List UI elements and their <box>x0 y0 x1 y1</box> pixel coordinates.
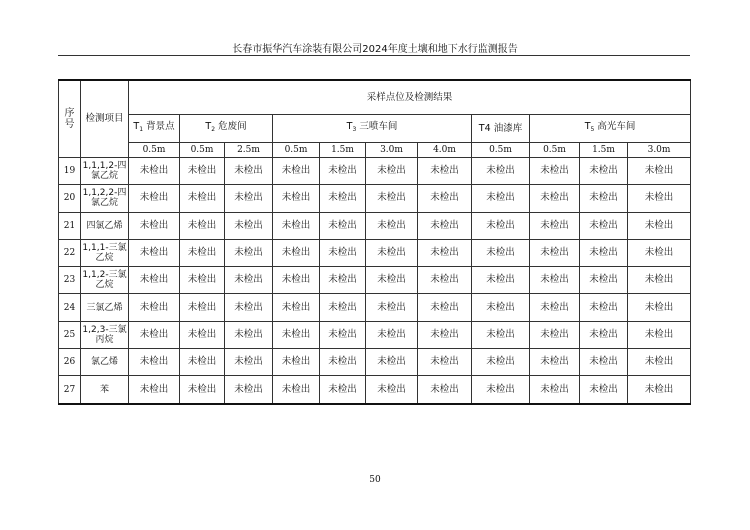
result-cell: 未检出 <box>129 185 180 212</box>
result-cell: 未检出 <box>418 185 472 212</box>
result-cell: 未检出 <box>273 294 320 321</box>
result-cell: 未检出 <box>129 349 180 376</box>
result-cell: 未检出 <box>472 376 530 404</box>
test-item: 1,1,1,2-四氯乙烷 <box>81 158 129 185</box>
location-t5: $T_5$ 高光车间 <box>530 115 691 143</box>
row-number: 20 <box>59 185 81 212</box>
result-cell: 未检出 <box>580 212 628 239</box>
result-cell: 未检出 <box>530 185 580 212</box>
result-cell: 未检出 <box>180 376 225 404</box>
result-cell: 未检出 <box>366 239 418 266</box>
depth-header: 0.5m <box>530 143 580 158</box>
test-item: 1,1,2,2-四氯乙烷 <box>81 185 129 212</box>
result-cell: 未检出 <box>580 376 628 404</box>
result-cell: 未检出 <box>366 349 418 376</box>
result-cell: 未检出 <box>273 321 320 348</box>
location-t4: T4 油漆库 <box>472 115 530 143</box>
result-cell: 未检出 <box>366 294 418 321</box>
result-cell: 未检出 <box>225 185 273 212</box>
result-cell: 未检出 <box>530 212 580 239</box>
result-cell: 未检出 <box>580 239 628 266</box>
row-number: 21 <box>59 212 81 239</box>
result-cell: 未检出 <box>225 267 273 294</box>
result-cell: 未检出 <box>129 239 180 266</box>
result-cell: 未检出 <box>628 267 691 294</box>
result-cell: 未检出 <box>273 349 320 376</box>
result-cell: 未检出 <box>418 349 472 376</box>
monitoring-results-table <box>58 79 691 405</box>
result-cell: 未检出 <box>472 294 530 321</box>
table-row <box>59 376 691 404</box>
result-cell: 未检出 <box>180 158 225 185</box>
row-number: 22 <box>59 239 81 266</box>
result-cell: 未检出 <box>180 239 225 266</box>
result-cell: 未检出 <box>180 349 225 376</box>
test-item: 四氯乙烯 <box>81 212 129 239</box>
result-cell: 未检出 <box>530 267 580 294</box>
depth-header: 0.5m <box>472 143 530 158</box>
result-cell: 未检出 <box>180 185 225 212</box>
result-cell: 未检出 <box>366 321 418 348</box>
table-row <box>59 349 691 376</box>
result-cell: 未检出 <box>472 349 530 376</box>
row-number: 19 <box>59 158 81 185</box>
test-item: 氯乙烯 <box>81 349 129 376</box>
result-cell: 未检出 <box>225 158 273 185</box>
result-cell: 未检出 <box>530 239 580 266</box>
result-cell: 未检出 <box>366 212 418 239</box>
table-row <box>59 267 691 294</box>
result-cell: 未检出 <box>366 185 418 212</box>
result-cell: 未检出 <box>320 239 366 266</box>
depth-header: 0.5m <box>129 143 180 158</box>
location-t3: $T_3$ 三喷车间 <box>273 115 472 143</box>
depth-header: 2.5m <box>225 143 273 158</box>
test-item: 三氯乙烯 <box>81 294 129 321</box>
result-cell: 未检出 <box>129 321 180 348</box>
depth-header: 4.0m <box>418 143 472 158</box>
result-cell: 未检出 <box>418 294 472 321</box>
result-cell: 未检出 <box>580 158 628 185</box>
result-cell: 未检出 <box>418 267 472 294</box>
table-row <box>59 239 691 266</box>
result-cell: 未检出 <box>320 212 366 239</box>
result-cell: 未检出 <box>366 158 418 185</box>
result-cell: 未检出 <box>472 212 530 239</box>
result-cell: 未检出 <box>628 185 691 212</box>
result-cell: 未检出 <box>366 376 418 404</box>
result-cell: 未检出 <box>530 158 580 185</box>
result-cell: 未检出 <box>320 376 366 404</box>
result-cell: 未检出 <box>530 376 580 404</box>
depth-header: 3.0m <box>366 143 418 158</box>
test-item: 1,2,3-三氯丙烷 <box>81 321 129 348</box>
result-cell: 未检出 <box>225 239 273 266</box>
result-cell: 未检出 <box>273 267 320 294</box>
result-cell: 未检出 <box>225 294 273 321</box>
location-t1: $T_1$ 背景点 <box>129 115 180 143</box>
result-cell: 未检出 <box>628 239 691 266</box>
depth-header: 0.5m <box>180 143 225 158</box>
result-cell: 未检出 <box>180 294 225 321</box>
result-cell: 未检出 <box>628 158 691 185</box>
test-item: 1,1,2-三氯乙烷 <box>81 267 129 294</box>
depth-header: 1.5m <box>320 143 366 158</box>
result-cell: 未检出 <box>580 185 628 212</box>
result-cell: 未检出 <box>472 239 530 266</box>
result-cell: 未检出 <box>628 376 691 404</box>
result-cell: 未检出 <box>530 349 580 376</box>
table-row <box>59 185 691 212</box>
result-cell: 未检出 <box>225 349 273 376</box>
result-cell: 未检出 <box>530 294 580 321</box>
result-cell: 未检出 <box>225 321 273 348</box>
table-row <box>59 212 691 239</box>
result-cell: 未检出 <box>472 321 530 348</box>
row-number: 26 <box>59 349 81 376</box>
result-cell: 未检出 <box>320 185 366 212</box>
result-cell: 未检出 <box>472 267 530 294</box>
result-cell: 未检出 <box>273 376 320 404</box>
result-cell: 未检出 <box>273 158 320 185</box>
result-cell: 未检出 <box>472 185 530 212</box>
row-number: 24 <box>59 294 81 321</box>
result-cell: 未检出 <box>580 349 628 376</box>
table-row <box>59 158 691 185</box>
depth-header: 3.0m <box>628 143 691 158</box>
page-number: 50 <box>369 475 381 485</box>
header-divider <box>58 55 690 56</box>
result-cell: 未检出 <box>320 294 366 321</box>
result-cell: 未检出 <box>320 321 366 348</box>
result-cell: 未检出 <box>418 321 472 348</box>
result-cell: 未检出 <box>628 349 691 376</box>
result-cell: 未检出 <box>273 239 320 266</box>
result-cell: 未检出 <box>320 158 366 185</box>
location-t2: $T_2$ 危废间 <box>180 115 273 143</box>
result-cell: 未检出 <box>273 212 320 239</box>
result-cell: 未检出 <box>628 212 691 239</box>
result-cell: 未检出 <box>129 158 180 185</box>
result-cell: 未检出 <box>180 267 225 294</box>
result-cell: 未检出 <box>129 267 180 294</box>
result-cell: 未检出 <box>530 321 580 348</box>
depth-header: 1.5m <box>580 143 628 158</box>
row-number: 27 <box>59 376 81 404</box>
result-cell: 未检出 <box>628 321 691 348</box>
result-cell: 未检出 <box>129 294 180 321</box>
test-item: 苯 <box>81 376 129 404</box>
table-row <box>59 321 691 348</box>
table-row <box>59 294 691 321</box>
result-cell: 未检出 <box>580 267 628 294</box>
result-cell: 未检出 <box>418 376 472 404</box>
result-cell: 未检出 <box>366 267 418 294</box>
result-cell: 未检出 <box>320 267 366 294</box>
result-cell: 未检出 <box>580 294 628 321</box>
result-cell: 未检出 <box>418 212 472 239</box>
header-sampling-group: 采样点位及检测结果 <box>129 80 691 115</box>
result-cell: 未检出 <box>225 376 273 404</box>
page-header-title: 长春市振华汽车涂装有限公司2024年度土壤和地下水行监测报告 <box>232 44 518 55</box>
result-cell: 未检出 <box>180 212 225 239</box>
depth-header: 0.5m <box>273 143 320 158</box>
result-cell: 未检出 <box>628 294 691 321</box>
result-cell: 未检出 <box>418 158 472 185</box>
result-cell: 未检出 <box>129 212 180 239</box>
header-seq: 序号 <box>59 80 81 158</box>
test-item: 1,1,1-三氯乙烷 <box>81 239 129 266</box>
result-cell: 未检出 <box>418 239 472 266</box>
result-cell: 未检出 <box>320 349 366 376</box>
result-cell: 未检出 <box>580 321 628 348</box>
result-cell: 未检出 <box>273 185 320 212</box>
row-number: 23 <box>59 267 81 294</box>
result-cell: 未检出 <box>225 212 273 239</box>
result-cell: 未检出 <box>472 158 530 185</box>
result-cell: 未检出 <box>129 376 180 404</box>
header-item: 检测项目 <box>81 80 129 158</box>
row-number: 25 <box>59 321 81 348</box>
result-cell: 未检出 <box>180 321 225 348</box>
